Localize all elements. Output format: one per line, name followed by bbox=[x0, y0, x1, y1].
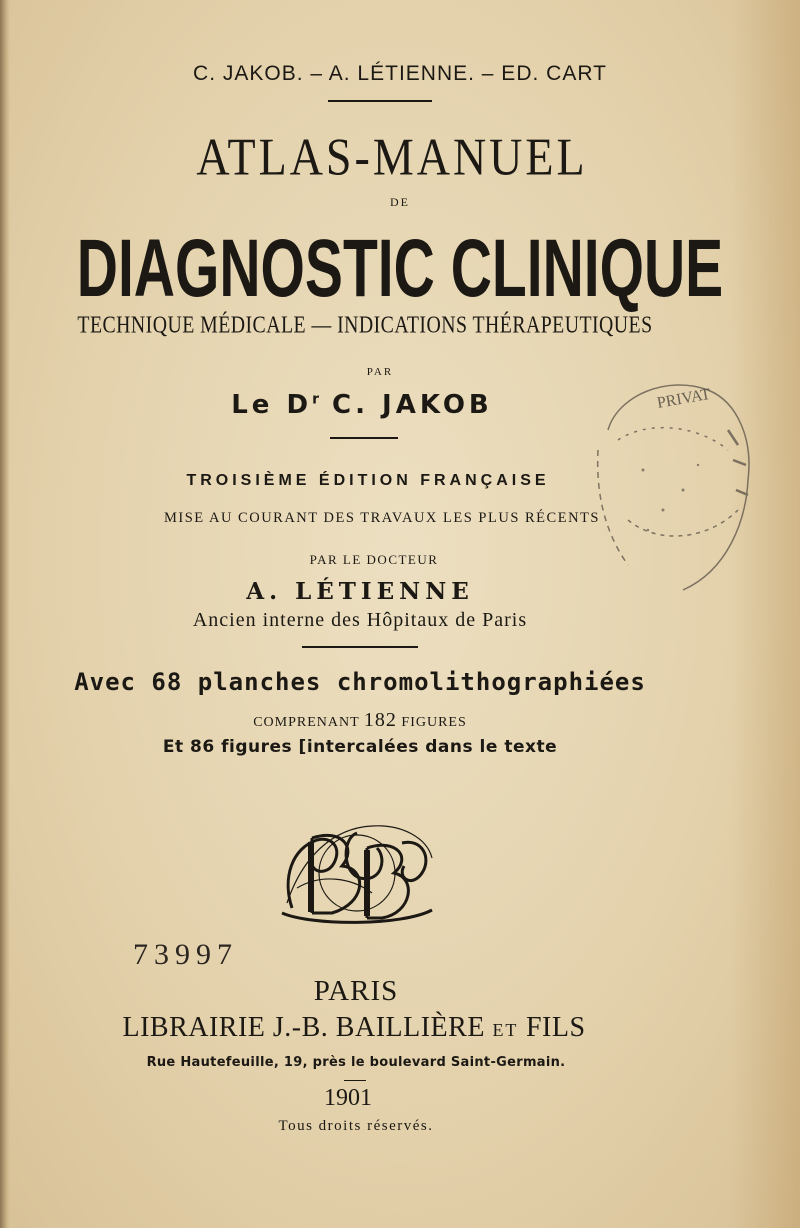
publisher-line bbox=[0, 1012, 754, 1044]
author-prefix: Le D bbox=[231, 390, 313, 420]
par-label: PAR bbox=[366, 366, 394, 378]
translator-title: Ancien interne des Hôpitaux de Paris bbox=[192, 609, 528, 631]
rule-top bbox=[328, 100, 432, 102]
par-le-docteur: PAR LE DOCTEUR bbox=[309, 552, 439, 567]
translator-name: A. LÉTIENNE bbox=[246, 578, 474, 605]
edition-line: TROISIÈME ÉDITION FRANÇAISE bbox=[186, 472, 550, 489]
publisher-et: ET bbox=[492, 1020, 519, 1040]
stamp-label: PRIVAT bbox=[655, 385, 712, 412]
rule-plates bbox=[302, 646, 418, 648]
author-sup: r bbox=[312, 391, 319, 408]
year: 1901 bbox=[324, 1085, 372, 1111]
main-title: DIAGNOSTIC CLINIQUE bbox=[76, 223, 724, 315]
figures-suffix: FIGURES bbox=[401, 715, 467, 730]
figures-line bbox=[0, 709, 760, 732]
publisher-monogram-emblem bbox=[272, 818, 442, 928]
plates-line: Avec 68 planches chromolithographiées bbox=[74, 668, 646, 696]
shelf-number: 73997 bbox=[133, 938, 238, 971]
subtitle: TECHNIQUE MÉDICALE — INDICATIONS THÉRAPEUTIQUES bbox=[77, 310, 653, 339]
rule-mid bbox=[330, 437, 398, 439]
author-name: C. JAKOB bbox=[332, 390, 493, 420]
figures-prefix: COMPRENANT bbox=[253, 715, 360, 730]
rule-year bbox=[344, 1080, 366, 1081]
title-de: DE bbox=[390, 195, 410, 209]
authors-line: C. JAKOB. – A. LÉTIENNE. – ED. CART bbox=[193, 62, 607, 85]
publisher-address: Rue Hautefeuille, 19, près le boulevard Saint-Germain. bbox=[146, 1055, 566, 1070]
publisher-fils: FILS bbox=[525, 1012, 586, 1043]
figures-count: 182 bbox=[363, 709, 397, 731]
library-stamp bbox=[588, 370, 758, 600]
update-note: MISE AU COURANT DES TRAVAUX LES PLUS RÉCENTS bbox=[164, 510, 600, 526]
text-figures-line: Et 86 figures [intercalées dans le texte bbox=[162, 737, 558, 757]
rights-notice: Tous droits réservés. bbox=[278, 1118, 434, 1134]
title-atlas-manuel: ATLAS-MANUEL bbox=[196, 127, 588, 186]
publisher-name: LIBRAIRIE J.-B. BAILLIÈRE bbox=[122, 1012, 485, 1043]
city: PARIS bbox=[313, 975, 399, 1007]
